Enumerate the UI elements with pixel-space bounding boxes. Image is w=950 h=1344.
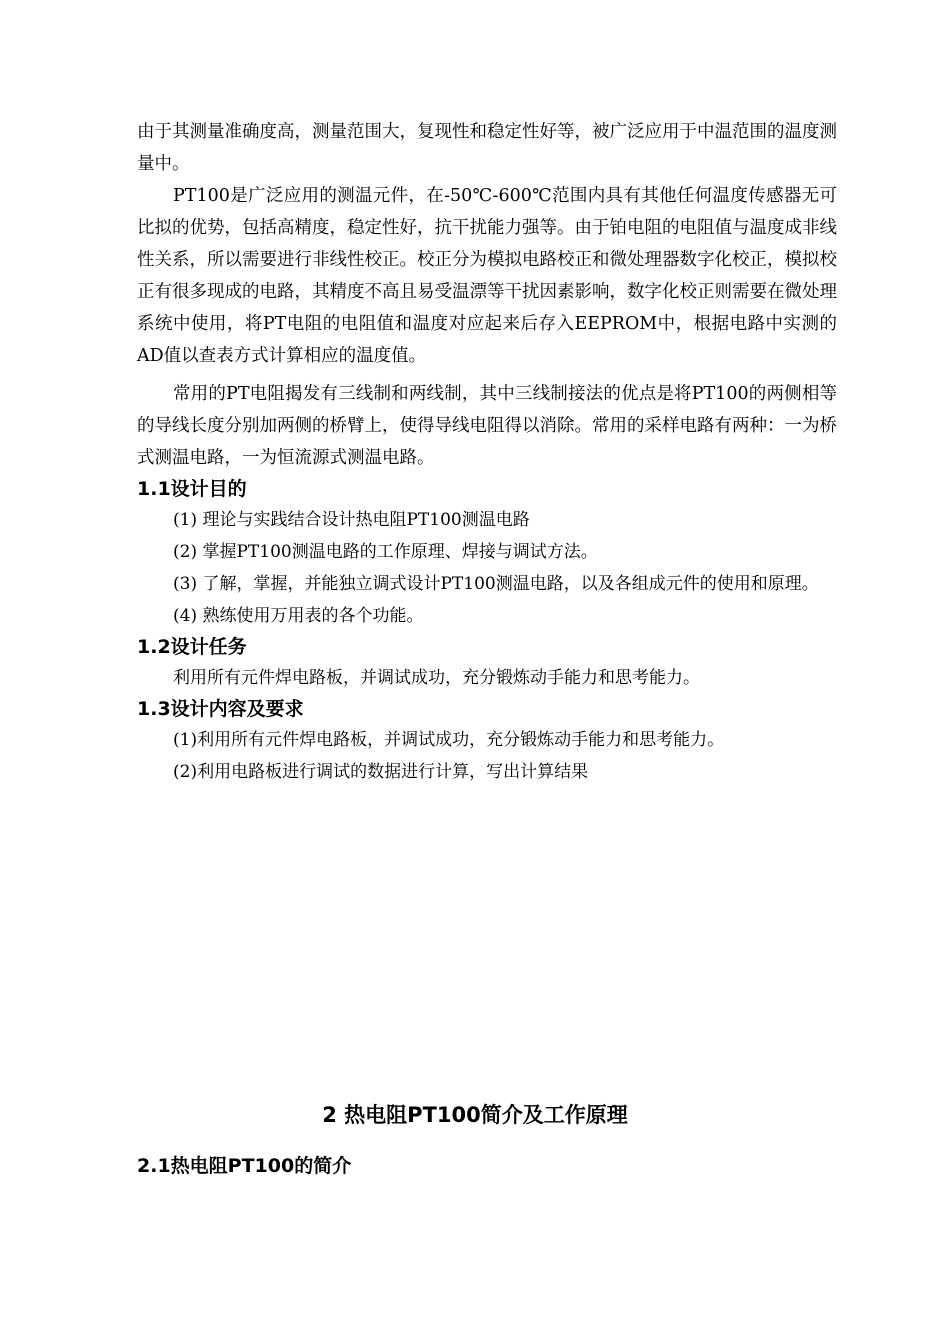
document-body (137, 116, 837, 788)
heading-design-task: 1.2设计任务 (137, 636, 247, 658)
paragraph-continued: 由于其测量准确度高，测量范围大，复现性和稳定性好等，被广泛应用于中温范围的温度测量中。 (137, 122, 837, 174)
list-item: (2)利用电路板进行调试的数据进行计算，写出计算结果 (173, 762, 589, 782)
list-item: (3) 了解，掌握，并能独立调式设计PT100测温电路，以及各组成元件的使用和原理。 (173, 574, 819, 594)
heading-design-purpose: 1.1设计目的 (137, 478, 247, 500)
list-item: (4) 熟练使用万用表的各个功能。 (173, 606, 424, 626)
list-item: (2) 掌握PT100测温电路的工作原理、焊接与调试方法。 (173, 542, 598, 562)
paragraph-pt100-intro: PT100是广泛应用的测温元件，在-50℃-600℃范围内具有其他任何温度传感器无可比拟的优势，包括高精度，稳定性好，抗干扰能力强等。由于铂电阻的电阻值与温度成非线性关系，所以需要进行非线性校正。校正分为模拟电路校正和微处理器数字化校正，模拟校正有很多现成的电路，其精度不高且易受温漂等干扰因素影响，数字化校正则需要在微处理系统中使用，将PT电阻的电阻值和温度对应起来后存入EEPROM中，根据电路中实测的AD值以查表方式计算相应的温度值。 (137, 186, 837, 366)
heading-pt100-intro: 2.1热电阻PT100的简介 (137, 1155, 352, 1177)
list-item: (1)利用所有元件焊电路板，并调试成功，充分锻炼动手能力和思考能力。 (173, 730, 725, 750)
list-item: (1) 理论与实践结合设计热电阻PT100测温电路 (173, 510, 530, 530)
paragraph-wiring: 常用的PT电阻揭发有三线制和两线制，其中三线制接法的优点是将PT100的两侧相等的导线长度分别加两侧的桥臂上，使得导线电阻得以消除。常用的采样电路有两种：一为桥式测温电路，一为恒流源式测温电路。 (137, 384, 837, 468)
chapter-title: 2 热电阻PT100简介及工作原理 (322, 1103, 628, 1127)
paragraph-design-task: 利用所有元件焊电路板，并调试成功，充分锻炼动手能力和思考能力。 (173, 668, 700, 688)
heading-design-content: 1.3设计内容及要求 (137, 698, 304, 720)
